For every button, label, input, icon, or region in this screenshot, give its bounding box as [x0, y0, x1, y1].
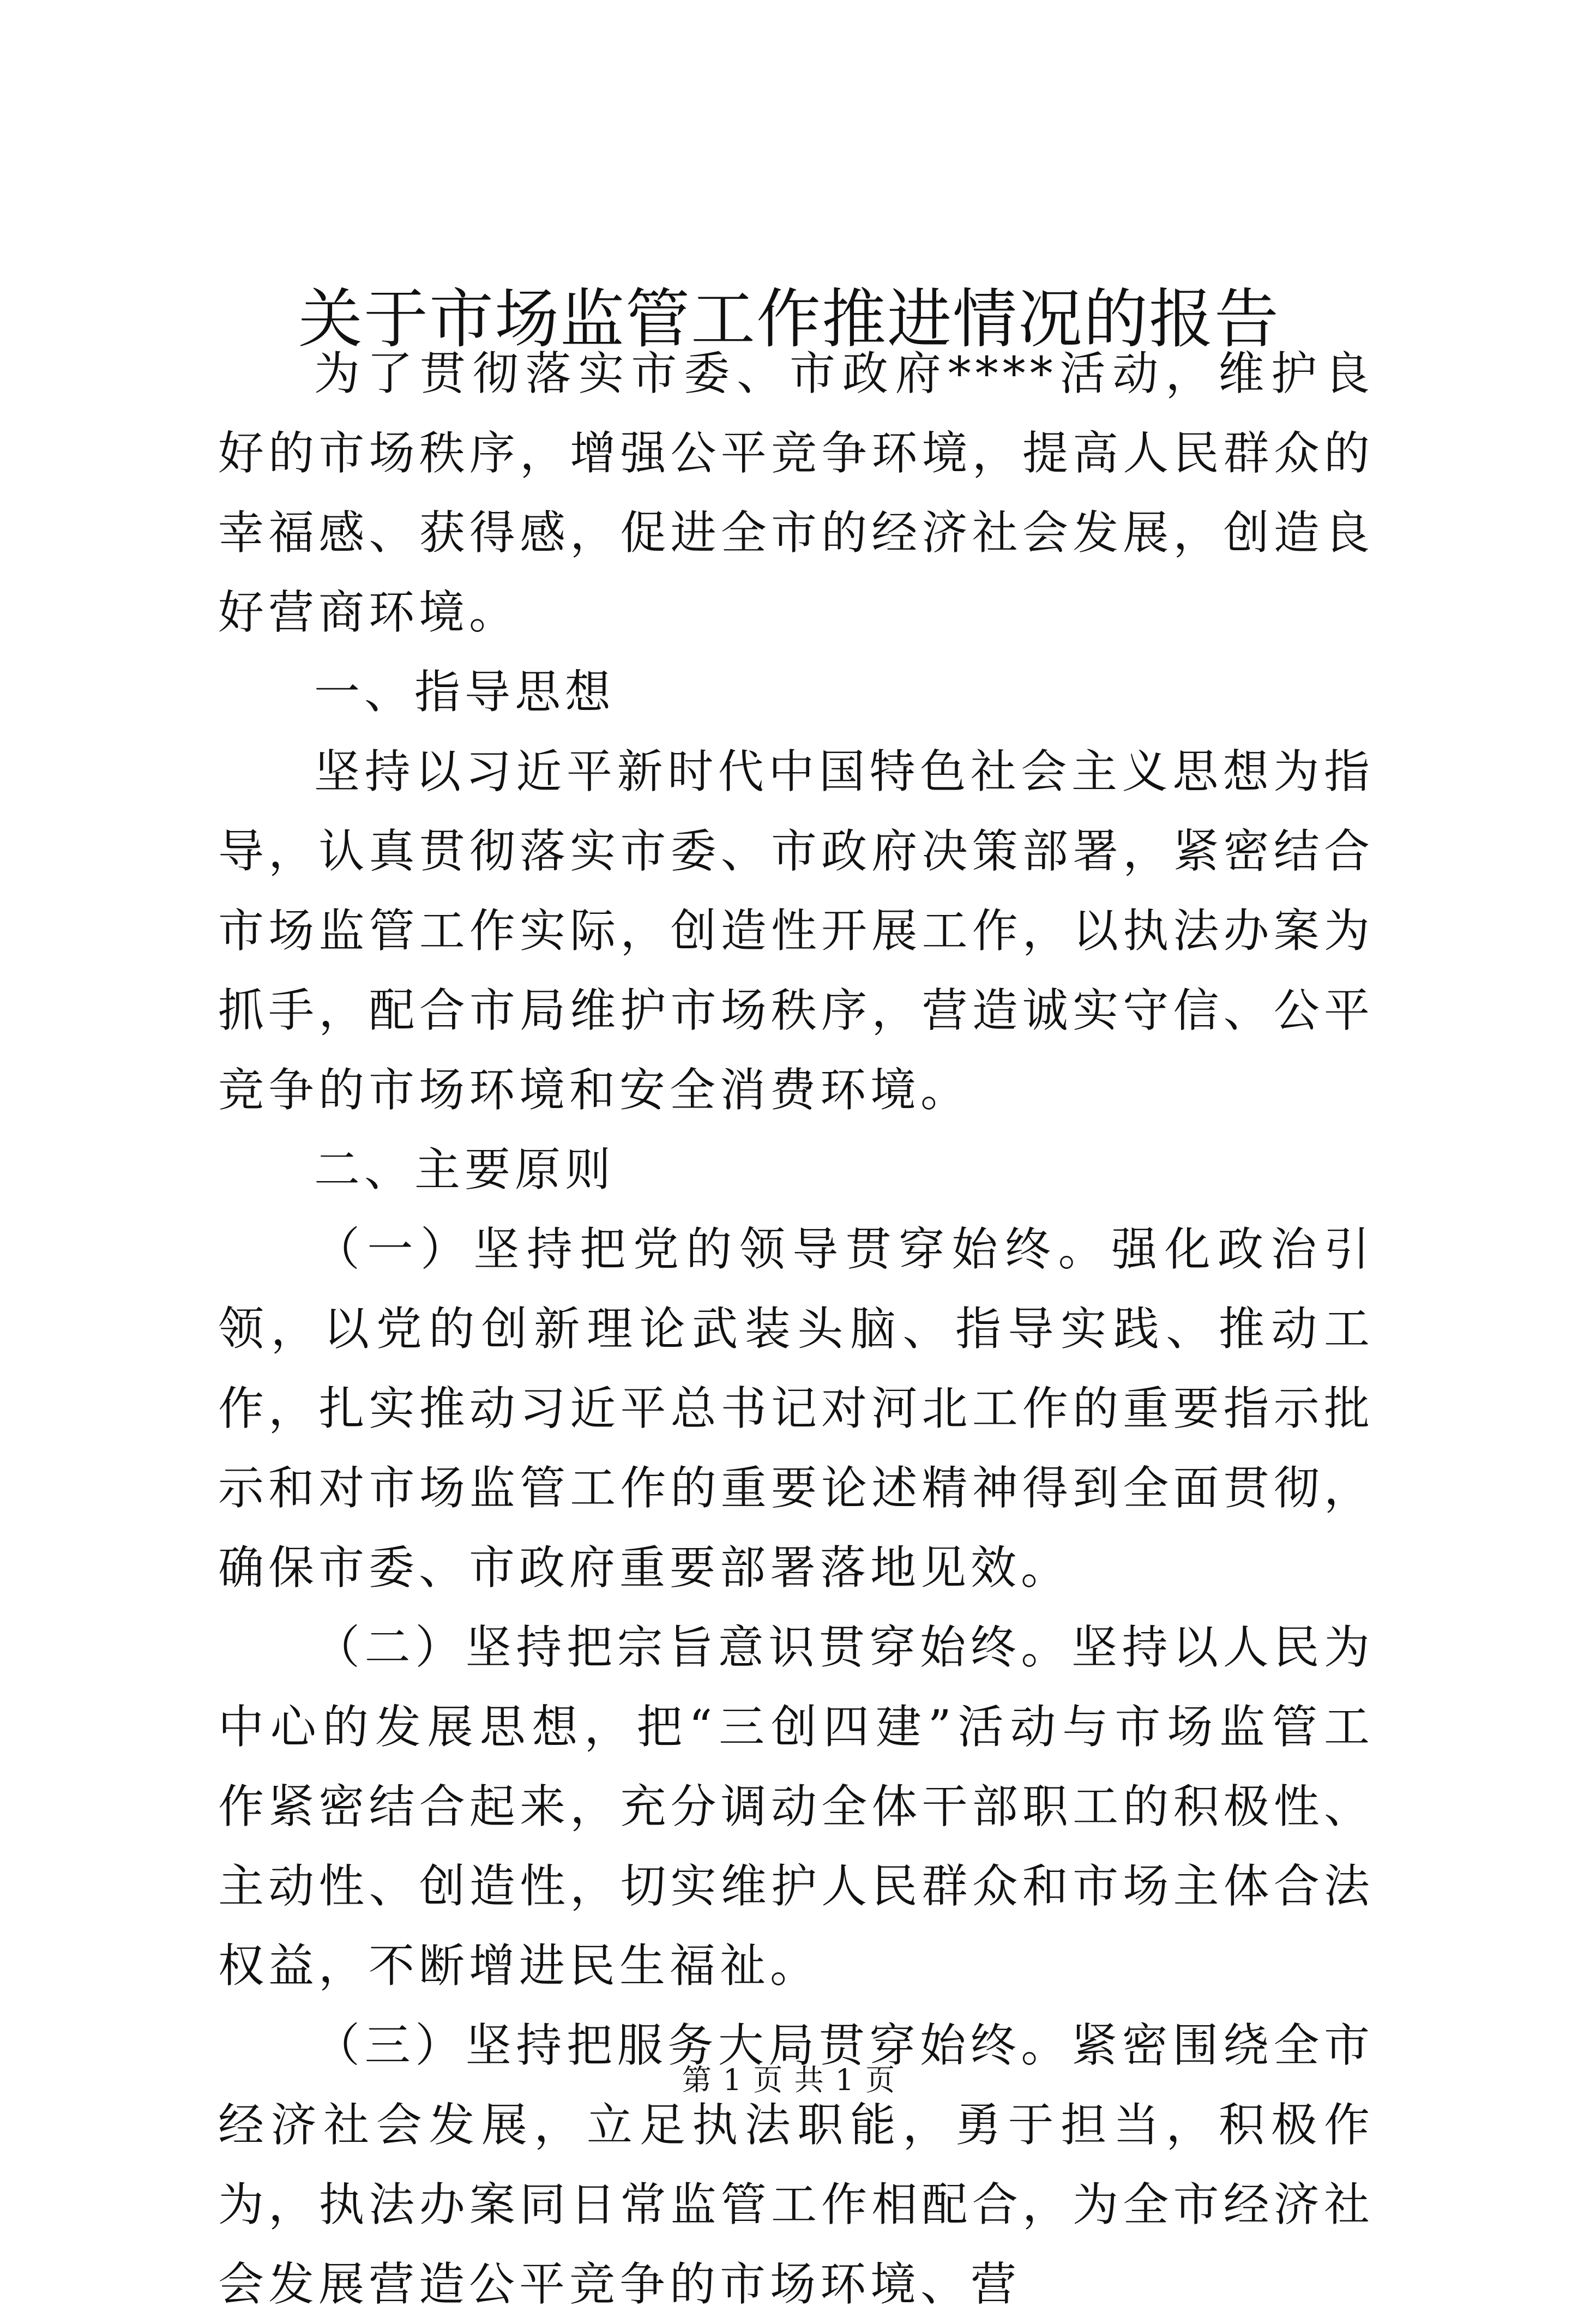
paragraph-principle-2: （二）坚持把宗旨意识贯穿始终。坚持以人民为中心的发展思想，把“三创四建”活动与市场监管工作紧密结合起来，充分调动全体干部职工的积极性、主动性、创造性，切实维护人民群众和市场主体合法权益，不断增进民生福祉。	[218, 1621, 1374, 1992]
paragraph-intro: 为了贯彻落实市委、市政府****活动，维护良好的市场秩序，增强公平竞争环境，提高人民群众的幸福感、获得感，促进全市的经济社会发展，创造良好营商环境。	[218, 347, 1374, 639]
document-title: 关于市场监管工作推进情况的报告	[298, 281, 1280, 357]
page-number-footer: 第 1 页 共 1 页	[682, 2063, 896, 2097]
section-heading-guiding-ideology: 一、指导思想	[314, 665, 616, 719]
paragraph-guiding-ideology: 坚持以习近平新时代中国特色社会主义思想为指导，认真贯彻落实市委、市政府决策部署，紧密结合市场监管工作实际，创造性开展工作，以执法办案为抓手，配合市局维护市场秩序，营造诚实守信、公平竞争的市场环境和安全消费环境。	[218, 745, 1374, 1117]
section-heading-main-principles: 二、主要原则	[314, 1143, 616, 1196]
paragraph-principle-3: （三）坚持把服务大局贯穿始终。紧密围绕全市经济社会发展，立足执法职能，勇于担当，积极作为，执法办案同日常监管工作相配合，为全市经济社会发展营造公平竞争的市场环境、营	[218, 2019, 1374, 2311]
document-body	[218, 334, 1374, 2324]
paragraph-principle-1: （一）坚持把党的领导贯穿始终。强化政治引领，以党的创新理论武装头脑、指导实践、推动工作，扎实推动习近平总书记对河北工作的重要指示批示和对市场监管工作的重要论述精神得到全面贯彻，确保市委、市政府重要部署落地见效。	[218, 1223, 1374, 1594]
